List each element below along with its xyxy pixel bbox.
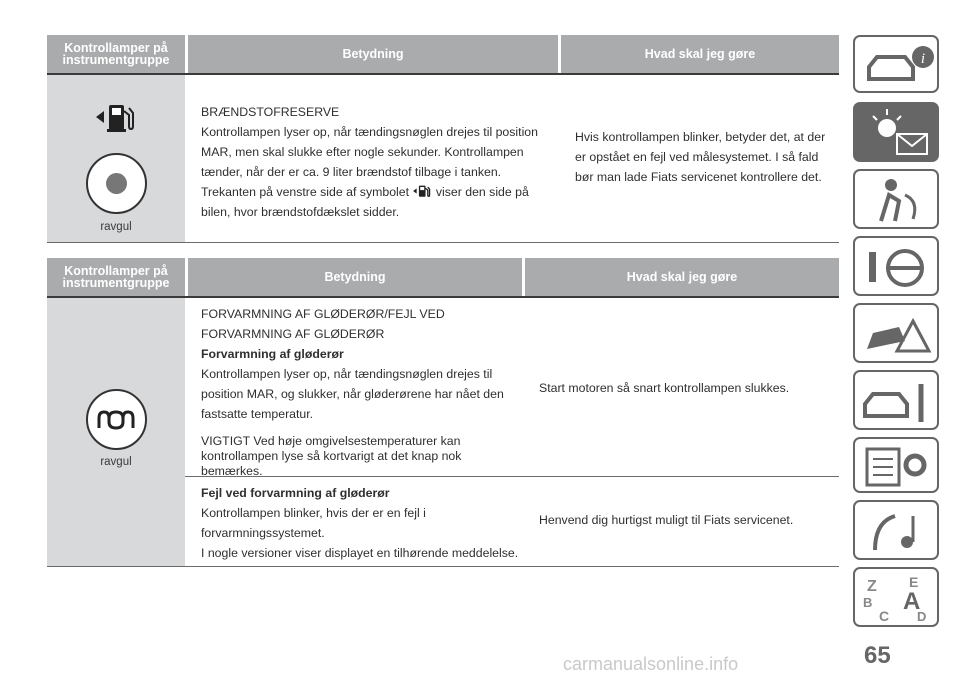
amber-indicator <box>86 153 147 214</box>
meaning-text-2: Trekanten på venstre side af symbolet viser den side på bilen, hvor brændstofdækslet sidder. <box>201 185 529 219</box>
lamp-color-label: ravgul <box>100 456 132 468</box>
airbag-seat-icon <box>855 171 941 231</box>
svg-text:D: D <box>917 609 927 624</box>
header-action: Hvad skal jeg gøre <box>525 258 839 296</box>
steering-key-icon <box>855 238 941 298</box>
alphabet-index-icon <box>855 569 941 629</box>
sidebar-tab-index[interactable] <box>853 567 939 627</box>
warning-light-icon <box>855 104 941 164</box>
crash-warning-icon <box>855 305 941 365</box>
lamp-cell <box>47 75 185 242</box>
important-note: VIGTIGT Ved høje omgivelsestemperaturer kan kontrollampen lyse så kortvarigt at det knap nok bemærkes. <box>201 434 462 478</box>
fuel-pump-icon <box>94 99 138 135</box>
fuel-pump-small-icon <box>412 183 432 199</box>
svg-text:C: C <box>879 608 890 624</box>
glow-plug-table <box>47 258 839 567</box>
table-header <box>47 258 839 298</box>
car-info-icon <box>855 37 941 95</box>
meaning-title: BRÆNDSTOFRESERVE <box>201 105 340 119</box>
fault-meaning-cell: Fejl ved forvarmning af gløderør Kontrollampen blinker, hvis der er en fejl i forvarmningssystemet. I nogle versioner viser displayet en tilhørende meddelelse. <box>201 486 519 560</box>
header-lamps: Kontrollamper på instrumentgruppe <box>47 35 185 73</box>
sidebar-tab-emergency[interactable] <box>853 303 939 363</box>
sidebar-tab-technical[interactable] <box>853 437 939 493</box>
sidebar-tab-safety[interactable] <box>853 169 939 229</box>
table-row <box>47 298 839 567</box>
header-meaning: Betydning <box>188 35 558 73</box>
meaning-cell: FORVARMNING AF GLØDERØR/FEJL VED FORVARMNING AF GLØDERØR Forvarmning af gløderør Kontrollampen lyser op, når tændingsnøglen drejes til position MAR, og slukker, når gløderørene har nået den fastsatte temperatur. VIGTIGT Ved høje omgivelsestemperaturer kan kontrollampen lyse så kortvarigt at det knap nok bemærkes. <box>185 298 522 476</box>
car-wrench-icon <box>855 372 941 432</box>
lamp-color-label: ravgul <box>100 221 132 233</box>
media-music-icon <box>855 502 941 562</box>
sidebar-tab-maintenance[interactable] <box>853 370 939 430</box>
action-cell: Start motoren så snart kontrollampen slukkes. <box>539 381 790 395</box>
svg-text:Z: Z <box>867 578 877 595</box>
watermark: carmanualsonline.info <box>563 654 739 674</box>
svg-text:A: A <box>903 588 921 615</box>
svg-text:B: B <box>863 595 873 610</box>
header-meaning: Betydning <box>188 258 522 296</box>
page-number: 65 <box>864 642 891 669</box>
lamp-cell <box>47 298 185 566</box>
header-lamps: Kontrollamper på instrumentgruppe <box>47 258 185 296</box>
glow-plug-icon <box>86 389 147 450</box>
table-header <box>47 35 839 75</box>
sidebar-tab-warning-lights[interactable] <box>853 102 939 162</box>
list-gear-icon <box>855 439 941 495</box>
sidebar-tab-car-info[interactable] <box>853 35 939 93</box>
sidebar-tab-starting[interactable] <box>853 236 939 296</box>
action-cell: Hvis kontrollampen blinker, betyder det, at der er opstået en fejl ved målesystemet. I så fald bør man lade Fiats servicenet kontrollere det. <box>575 130 826 184</box>
svg-text:i: i <box>920 51 926 67</box>
sidebar-tab-multimedia[interactable] <box>853 500 939 560</box>
svg-text:E: E <box>909 574 919 590</box>
table-row <box>47 75 839 243</box>
meaning-text: Kontrollampen lyser op, når tændingsnøglen drejes til position MAR, men skal slukke efter nogle sekunder. Kontrollampen tænder, når der er ca. 9 liter brændstof tilbage i tanken. <box>201 125 538 179</box>
fault-action-cell: Henvend dig hurtigst muligt til Fiats servicenet. <box>539 513 794 527</box>
header-action: Hvad skal jeg gøre <box>561 35 839 73</box>
meaning-cell <box>185 75 558 242</box>
fuel-reserve-table <box>47 35 839 243</box>
